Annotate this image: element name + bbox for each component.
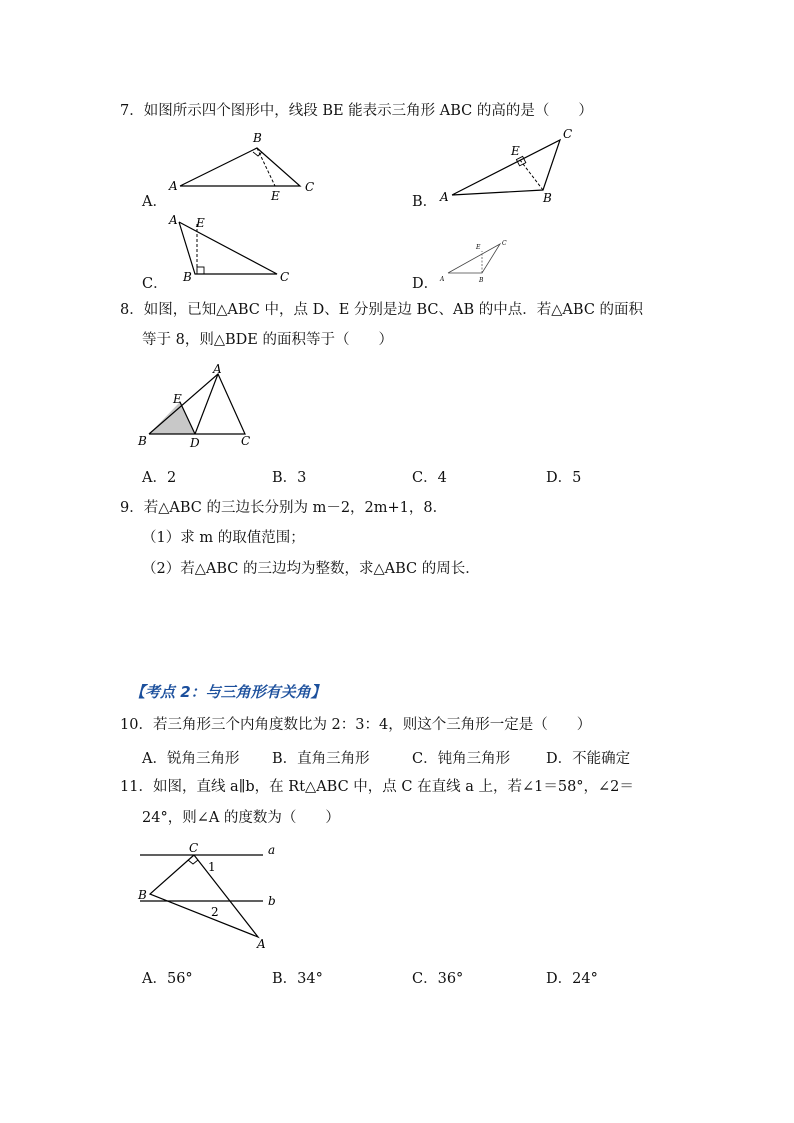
q7b-label-b: B <box>543 191 552 205</box>
q7c-label-c: C <box>280 270 290 284</box>
q7-figure-c <box>165 212 300 287</box>
section-title: 【考点 2：与三角形有关角】 <box>130 683 326 701</box>
q11-option-c: C．36° <box>412 971 464 987</box>
q8-label-e: E <box>173 392 182 406</box>
q11-label-a: A <box>257 937 266 951</box>
q9-part2: （2）若△ABC 的三边均为整数，求△ABC 的周长． <box>142 561 480 577</box>
q10-option-c: C．钝角三角形 <box>412 751 511 767</box>
q7c-label-a: A <box>169 213 178 227</box>
q11-stem-line1: 11．如图，直线 a∥b，在 Rt△ABC 中，点 C 在直线 a 上，若∠1＝58°，∠2＝ <box>120 779 634 795</box>
q7b-label-e: E <box>511 144 520 158</box>
q7c-label-e: E <box>196 216 205 230</box>
q8-stem-line1: 8．如图，已知△ABC 中，点 D、E 分别是边 BC、AB 的中点．若△ABC 的面积 <box>120 302 644 318</box>
q9-part1: （1）求 m 的取值范围； <box>142 530 305 546</box>
q11-option-b: B．34° <box>272 971 323 987</box>
q9-stem: 9．若△ABC 的三边长分别为 m－2，2m+1，8． <box>120 500 448 516</box>
q7d-label-b: B <box>479 277 484 284</box>
q7-option-d: D． <box>412 276 439 292</box>
q7b-label-c: C <box>563 127 573 141</box>
q8-label-c: C <box>241 434 251 448</box>
q7d-label-e: E <box>476 244 481 251</box>
q7a-label-b: B <box>253 131 262 145</box>
q10-option-d: D．不能确定 <box>546 751 631 767</box>
q8-stem-line2: 等于 8，则△BDE 的面积等于（ ） <box>142 332 393 348</box>
q11-line-a: a <box>268 843 276 857</box>
q10-stem: 10．若三角形三个内角度数比为 2：3：4，则这个三角形一定是（ ） <box>120 717 592 733</box>
q11-figure <box>130 838 290 953</box>
q7c-label-b: B <box>183 270 192 284</box>
q7a-label-a: A <box>169 179 178 193</box>
q11-option-a: A．56° <box>142 971 193 987</box>
q8-label-a: A <box>213 362 222 376</box>
q7-option-b: B． <box>412 194 438 210</box>
q8-option-c: C．4 <box>412 470 447 486</box>
q7b-label-a: A <box>440 190 449 204</box>
q8-option-a: A．2 <box>142 470 177 486</box>
q7-figure-b <box>435 125 585 210</box>
q8-label-b: B <box>138 434 147 448</box>
q7-figure-a <box>165 128 325 208</box>
q7d-label-a: A <box>440 276 445 283</box>
q8-figure <box>135 362 265 452</box>
q11-angle-2: 2 <box>211 905 219 919</box>
q7-figure-d <box>438 236 518 286</box>
q8-label-d: D <box>190 436 200 450</box>
q11-stem-line2: 24°，则∠A 的度数为（ ） <box>142 810 340 826</box>
q11-angle-1: 1 <box>208 860 216 874</box>
q10-option-b: B．直角三角形 <box>272 751 370 767</box>
q7-option-c: C． <box>142 276 168 292</box>
q10-option-a: A．锐角三角形 <box>142 751 240 767</box>
q7-stem: 7．如图所示四个图形中，线段 BE 能表示三角形 ABC 的高的是（ ） <box>120 103 593 119</box>
q11-label-b: B <box>138 888 147 902</box>
q7a-label-c: C <box>305 180 315 194</box>
q7-option-a: A． <box>142 194 167 210</box>
q11-line-b: b <box>268 894 276 908</box>
q8-option-b: B．3 <box>272 470 307 486</box>
q11-option-d: D．24° <box>546 971 598 987</box>
q7a-label-e: E <box>271 189 280 203</box>
q8-option-d: D．5 <box>546 470 582 486</box>
q11-label-c: C <box>189 841 199 855</box>
q7d-label-c: C <box>502 240 507 247</box>
